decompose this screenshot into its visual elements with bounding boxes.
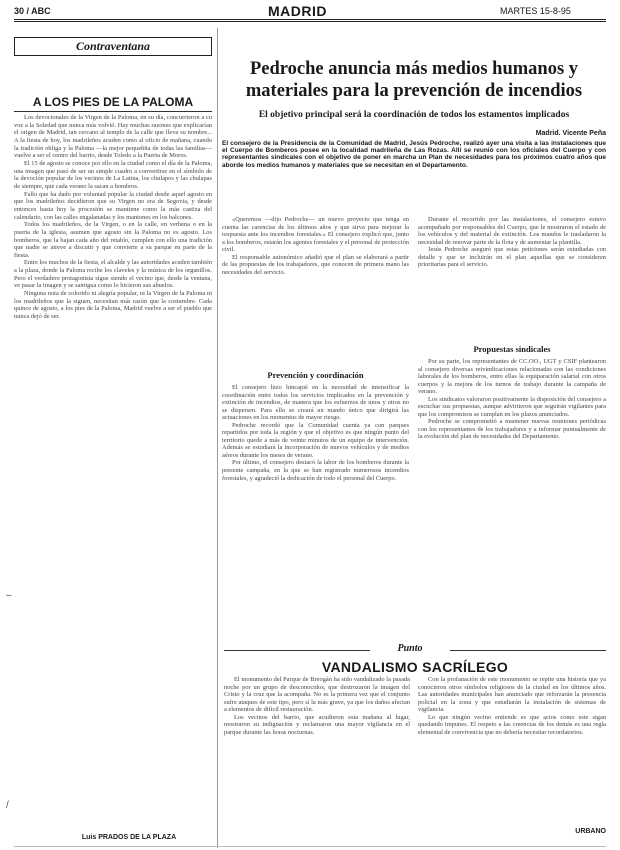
punto-paragraph: El monumento del Parque de Breogán ha sido vandalizado la pasada noche por un grupo de desconocidos, que destrozaron la imagen del Cristo y la cruz que la acompaña. No es la primera vez que el conjunto sufre ataques de este tipo, pero sí la más grave, ya que los daños afectan a elementos de difícil restauración. (224, 676, 410, 714)
article-subhead-prevention: Prevención y coordinación (267, 370, 364, 380)
column-author: Luis PRADOS DE LA PLAZA (81, 834, 177, 841)
article-paragraph: Por último, el consejero destacó la labor de los bomberos durante la presente campaña, en la que se han registrado numerosos incendios forestales, y agradeció la dedicación de todo el personal del Cuerpo. (222, 459, 409, 482)
punto-author: URBANO (575, 828, 606, 835)
article-paragraph: Jesús Pedroche aseguró que estas peticiones serán estudiadas con detalle y que se incluirán en el plan aquellas que se consideren prioritarias para el servicio. (418, 246, 606, 269)
punto-headline: VANDALISMO SACRÍLEGO (321, 659, 509, 675)
column-paragraph: Los devocionales de la Virgen de la Paloma, en su día, concurrieron a cu voz a la Soledad que nunca más volvió. Hay muchas razones que explicarían el origen de Madrid, tan cercano al templo de la calle que lleva su nombre... A la fiesta de hoy, los madrileños acuden como al oficio de mañana, cuando la tradición obliga y la Paloma —la mejor pequeñita de todas las familias— vuelve a ser el centro del barrio, desde Toledo a la Puerta de Moros. (14, 114, 212, 160)
column-title: A LOS PIES DE LA PALOMA (32, 95, 194, 109)
margin-mark-icon: / (6, 800, 9, 811)
column-divider (217, 28, 218, 848)
header-rule (14, 19, 606, 20)
page-bottom-rule (14, 846, 606, 847)
article-byline: Madrid. Vicente Peña (535, 130, 606, 137)
article-paragraph: Por su parte, los representantes de CC.OO., UGT y CSIF plantearon al consejero diversas reivindicaciones relacionadas con las condiciones laborales de los bomberos, entre ellas la equiparación salarial con otros cuerpos y la mejora de los turnos de trabajo durante la campaña de verano. (418, 358, 606, 396)
column-body (14, 114, 212, 832)
margin-mark-icon: – (6, 590, 12, 601)
article-paragraph: Durante el recorrido por las instalaciones, el consejero estuvo acompañado por responsables del Cuerpo, que le mostraron el estado de los vehículos y del material de extinción. Los mandos le trasladaron la necesidad de renovar parte de la flota y de aumentar la plantilla. (418, 216, 606, 246)
punto-paragraph: Con la profanación de este monumento se repite una historia que ya conocieron otros símbolos religiosos de la ciudad en los últimos años. Las autoridades municipales han anunciado que reforzarán la presencia policial en la zona y que estudiarán la instalación de sistemas de vigilancia. (418, 676, 606, 714)
column-kicker-box (14, 37, 212, 56)
punto-body-col2 (418, 676, 606, 826)
article-body-col1-top (222, 216, 409, 366)
article-body-col2-top (418, 216, 606, 356)
article-paragraph: El consejero hizo hincapié en la necesidad de intensificar la coordinación entre todos los servicios implicados en la prevención y extinción de incendios, de manera que los esfuerzos de unos y otros no se dispersen. Para ello se creará un mando único que dirigirá las actuaciones en los momentos de mayor riesgo. (222, 384, 409, 422)
article-subheadline: El objetivo principal será la coordinación de todos los estamentos implicados (258, 110, 570, 120)
column-paragraph: El 15 de agosto se conoce por ello en la ciudad como el día de la Paloma, una imagen que pasó de ser un simple cuadro a convertirse en el símbolo de la devoción popular de los vecinos de La Latina, los chulapos y las chulapas de siempre, que cada verano la sacan a hombros. (14, 159, 212, 190)
article-headline: Pedroche anuncia más medios humanos y materiales para la prevención de incendios (245, 59, 583, 101)
section-title: MADRID (268, 3, 327, 19)
page-number-label: 30 / ABC (14, 6, 51, 16)
article-body-col2-bottom (418, 358, 606, 631)
header-rule-secondary (14, 21, 606, 22)
article-paragraph: «Queremos —dijo Pedroche— un nuevo proyecto que tenga en cuenta las carencias de los últimos años y que sirva para mejorar la respuesta ante los incendios forestales.» El consejero explicó que, junto a los bomberos, estarán los agentes forestales y el personal de protección civil. (222, 216, 409, 254)
issue-date: MARTES 15-8-95 (500, 6, 571, 16)
article-subhead-unions: Propuestas sindicales (473, 344, 551, 354)
article-paragraph: Pedroche se comprometió a mantener nuevas reuniones periódicas con los representantes de los trabajadores y a informar puntualmente de la evolución del plan de necesidades del Departamento. (418, 418, 606, 441)
column-paragraph: Fallo que ha dado por voluntad popular la ciudad desde aquel agosto en que los madrileños decidieron que su Virgen no era de Segovia, y desde entonces hasta hoy la procesión se mantiene como la más castiza del calendario, con las calles engalanadas y los mantones en los balcones. (14, 190, 212, 221)
column-paragraph: Entre los muchos de la fiesta, el alcalde y las autoridades acuden también a la plaza, donde la Paloma recibe los claveles y la música de los organillos. Pero el verdadero protagonista sigue siendo el vecino que, desde la ventana, ve pasar la imagen y se santigua como lo hicieron sus abuelos. (14, 259, 212, 290)
punto-label: Punto (370, 643, 450, 654)
article-lead: El consejero de la Presidencia de la Comunidad de Madrid, Jesús Pedroche, realizó ayer una visita a las instalaciones que el Cuerpo de Bomberos posee en la localidad madrileña de Las Rozas. Allí se reunió con los oficiales del Cuerpo y con representantes sindicales con el objetivo de poner en marcha un Plan de necesidades para los próximos cuatro años que aborde los medios humanos y materiales que se necesitan en el Departamento. (222, 140, 606, 169)
punto-body-col1 (224, 676, 410, 836)
article-paragraph: El responsable autonómico añadió que el plan se elaborará a partir de las propuestas de los trabajadores, que conocen de primera mano las necesidades del servicio. (222, 253, 409, 276)
column-paragraph: Ninguna nota de colorido ni alegría popular, ni la Virgen de la Paloma ni los madrileños que la siguen, necesitan más razón que la costumbre. Cada quince de agosto, a los pies de la Paloma, Madrid vuelve a ser el pueblo que nunca dejó de ser. (14, 290, 212, 321)
column-title-rule (14, 111, 212, 112)
column-kicker: Contraventana (75, 39, 150, 53)
punto-paragraph: Los vecinos del barrio, que acudieron esta mañana al lugar, mostraron su indignación y reclamaron una mayor vigilancia en el parque durante las horas nocturnas. (224, 713, 410, 736)
punto-paragraph: Lo que ningún vecino entiende es que actos como este sigan quedando impunes. El respeto a las creencias de los demás es una regla elemental de convivencia que no debería necesitar recordatorios. (418, 713, 606, 736)
article-paragraph: Pedroche recordó que la Comunidad cuenta ya con parques repartidos por toda la región y que el objetivo es que ningún punto del territorio quede a más de veinte minutos de un equipo de intervención. Además se estudiará la incorporación de nuevos vehículos y de medios aéreos durante los meses de verano. (222, 421, 409, 459)
article-paragraph: Los sindicatos valoraron positivamente la disposición del consejero a escuchar sus propuestas, aunque advirtieron que seguirán vigilantes para que los compromisos se cumplan en los plazos anunciados. (418, 395, 606, 418)
column-paragraph: Todos los madrileños, de la Virgen, o en la calle, en verbena o en la puerta de la iglesia, asumen que agosto sin la Paloma no es agosto. Los bomberos, que la bajan cada año del retablo, cumplen con ello una tradición que nadie se atreve a discutir y que convierte a su parque en parte de la fiesta. (14, 221, 212, 259)
article-body-col1-bottom (222, 384, 409, 631)
